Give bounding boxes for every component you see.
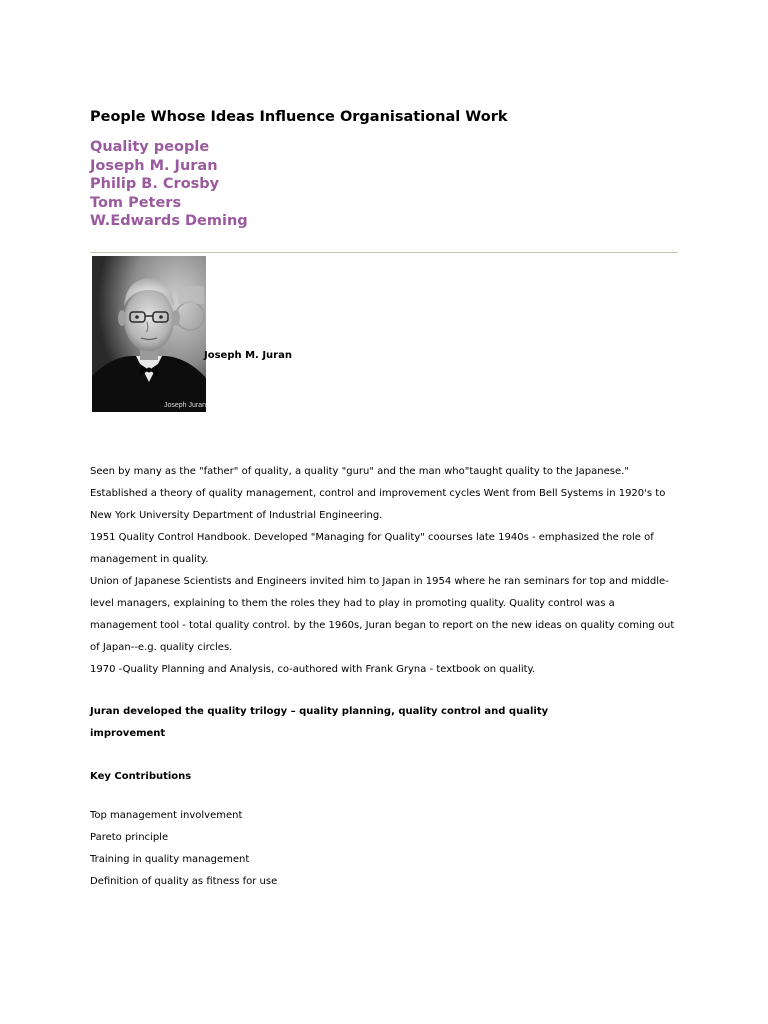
juran-portrait-photo xyxy=(92,256,206,412)
photo-watermark: Joseph Juran xyxy=(164,402,206,409)
key-contributions-heading: Key Contributions xyxy=(90,771,192,782)
link-quality-people[interactable]: Quality people xyxy=(90,139,210,155)
list-item: Training in quality management xyxy=(90,854,250,865)
page-title: People Whose Ideas Influence Organisational Work xyxy=(90,109,508,125)
paragraph: Established a theory of quality management, control and improvement cycles Went from Bell Systems in 1920's to New York University Department of Industrial Engineering. xyxy=(90,488,666,521)
list-item: Top management involvement xyxy=(90,810,243,821)
link-tom-peters[interactable]: Tom Peters xyxy=(90,194,182,211)
link-joseph-juran[interactable]: Joseph M. Juran xyxy=(90,157,218,174)
link-philip-crosby[interactable]: Philip B. Crosby xyxy=(90,176,220,192)
biography-text xyxy=(90,461,682,681)
photo-caption: Joseph M. Juran xyxy=(204,350,292,361)
paragraph: 1970 -Quality Planning and Analysis, co-authored with Frank Gryna - textbook on quality. xyxy=(90,664,536,675)
people-link-list xyxy=(90,138,248,231)
quality-trilogy-statement: Juran developed the quality trilogy – quality planning, quality control and quality improvement xyxy=(90,706,549,739)
key-contributions-list xyxy=(90,805,277,893)
paragraph: 1951 Quality Control Handbook. Developed "Managing for Quality" coourses late 1940s - emphasized the role of management in quality. xyxy=(90,532,654,565)
paragraph: Union of Japanese Scientists and Engineers invited him to Japan in 1954 where he ran seminars for top and middle-level managers, explaining to them the roles they had to play in promoting quality. Quality control was a management tool - total quality control. by the 1960s, Juran began to report on the new ideas on quality coming out of Japan--e.g. quality circles. xyxy=(90,576,675,653)
list-item: Definition of quality as fitness for use xyxy=(90,876,278,887)
list-item: Pareto principle xyxy=(90,832,169,843)
link-edwards-deming[interactable]: W.Edwards Deming xyxy=(90,213,248,229)
section-divider xyxy=(90,252,678,253)
paragraph: Seen by many as the "father" of quality, a quality "guru" and the man who"taught quality to the Japanese." xyxy=(90,466,629,477)
